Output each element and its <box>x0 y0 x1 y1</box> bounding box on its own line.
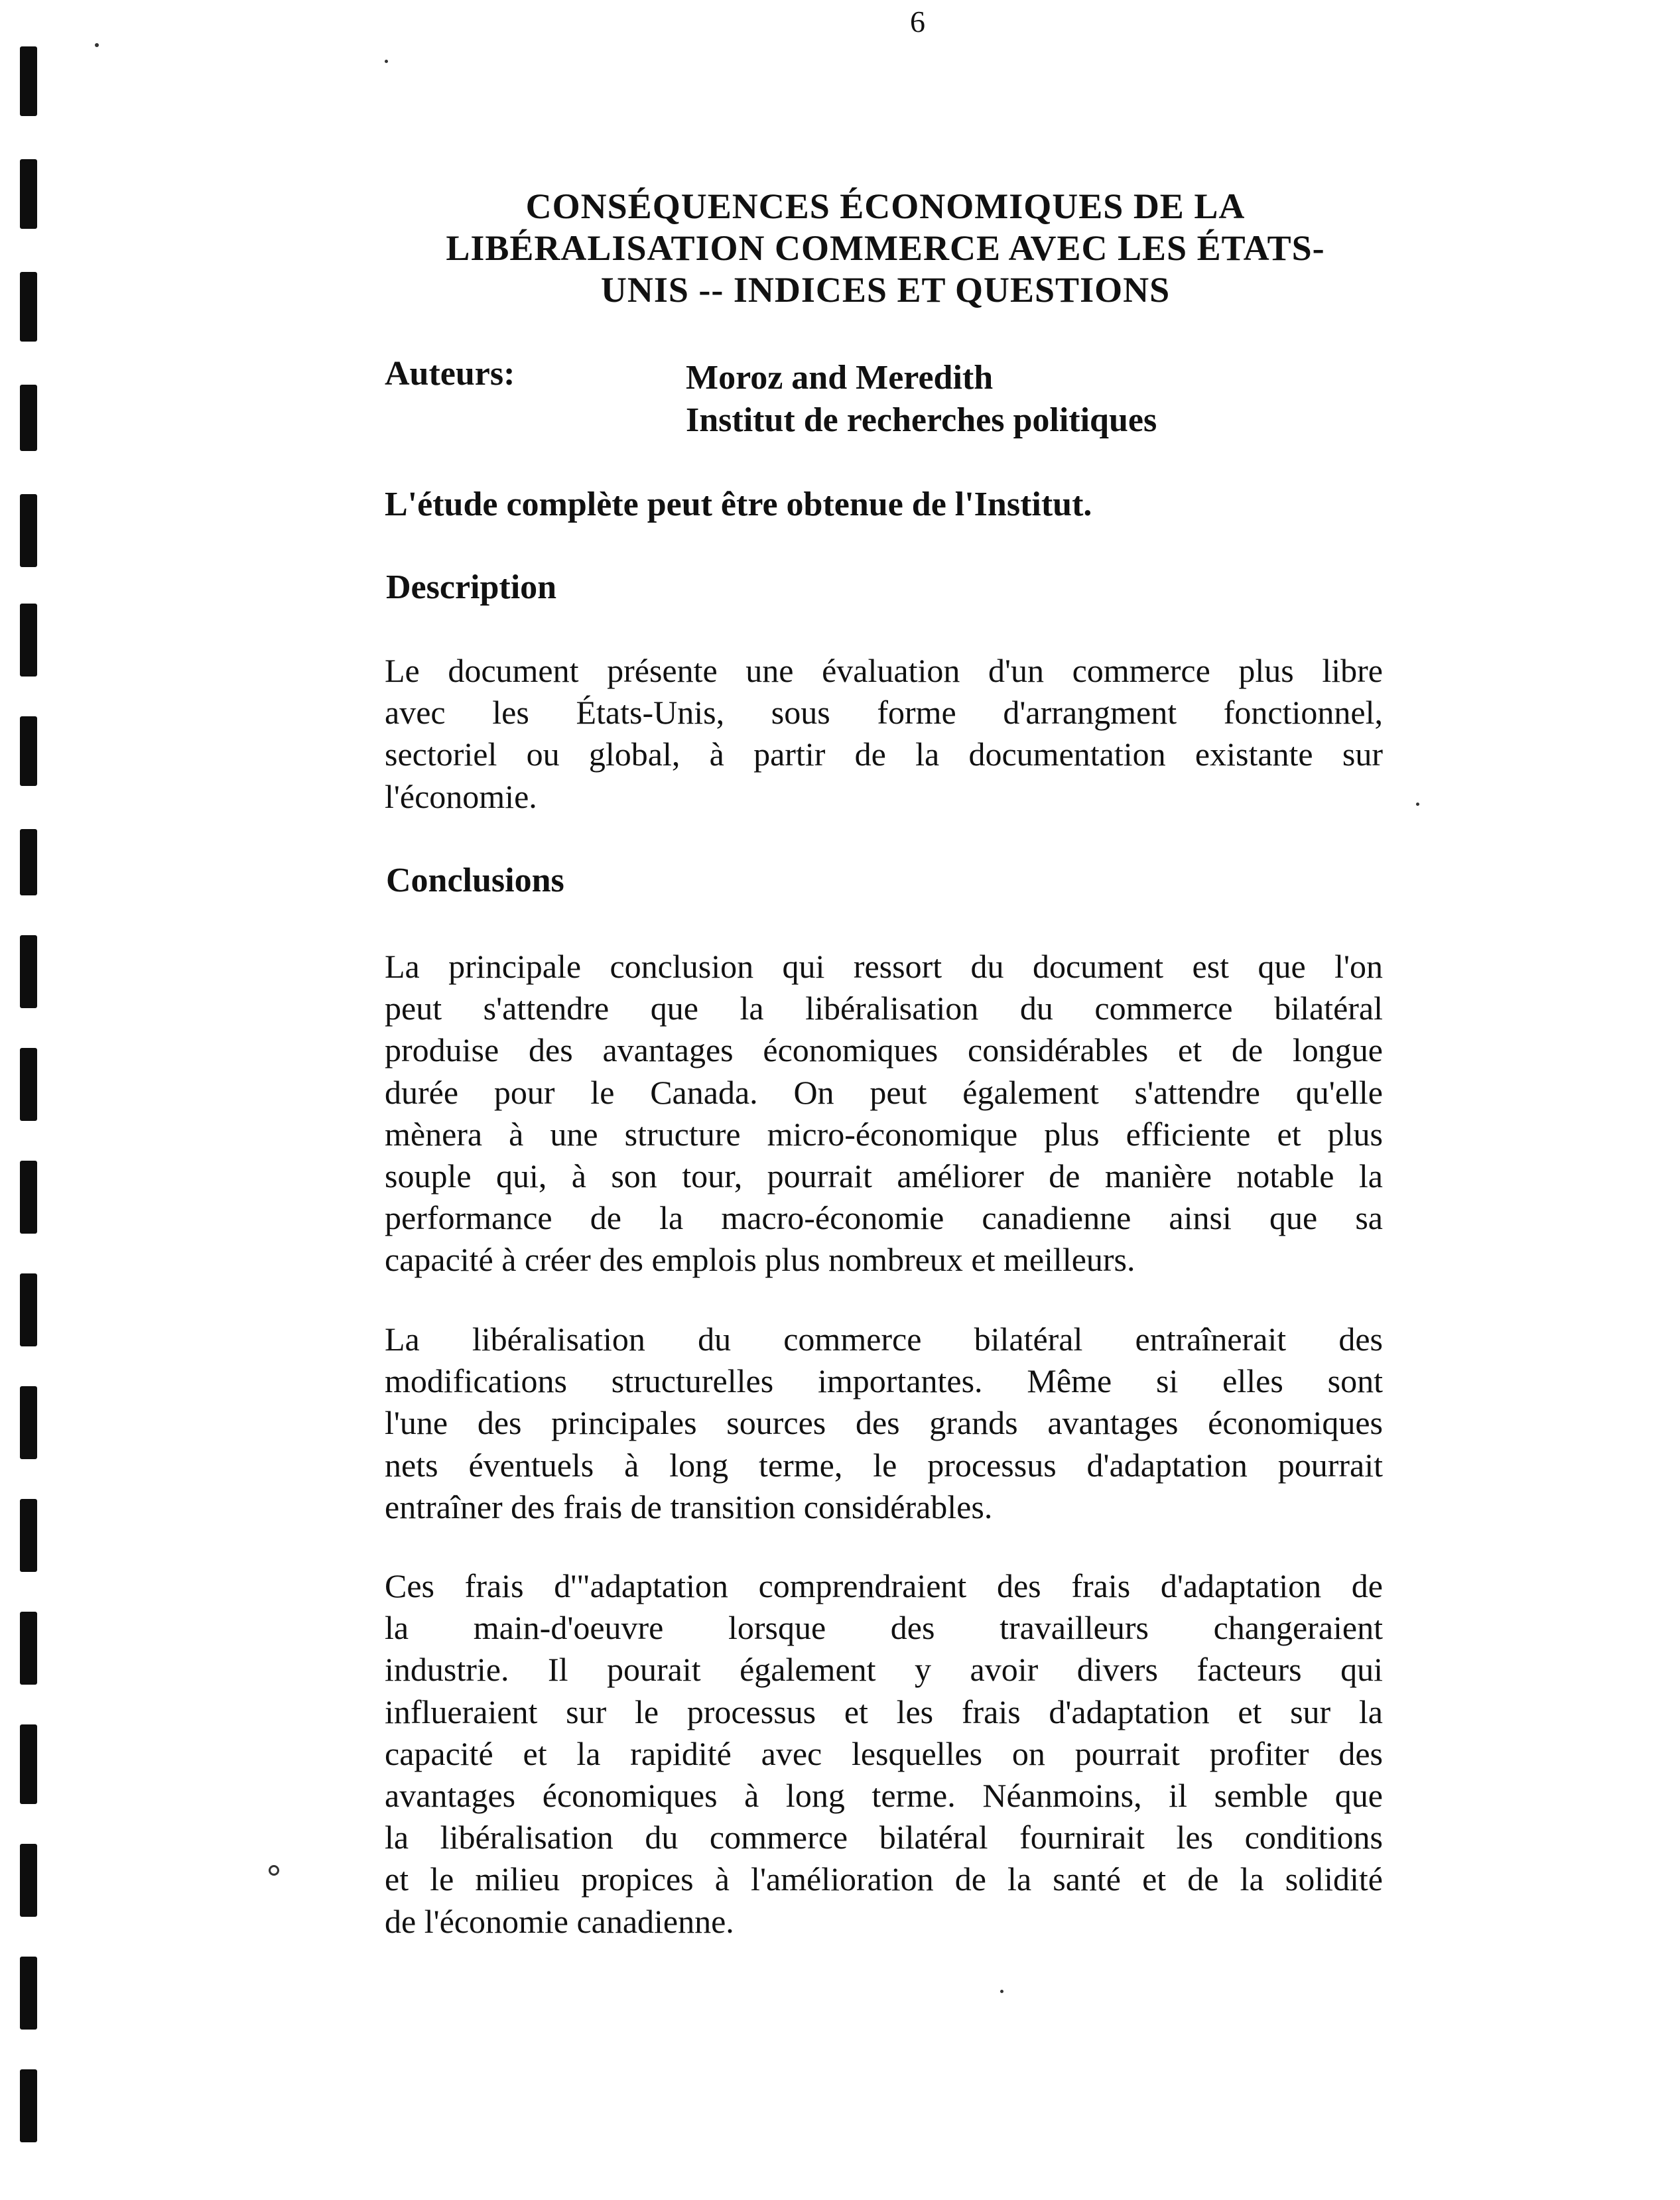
document-title <box>371 186 1399 311</box>
binding-mark <box>20 46 37 116</box>
paragraph-line: la main-d'oeuvre lorsque des travailleurs changeraient <box>385 1609 1383 1647</box>
paragraph-line: capacité à créer des emplois plus nombreux et meilleurs. <box>385 1241 1135 1279</box>
binding-mark <box>20 159 37 229</box>
paragraph-line: avec les États-Unis, sous forme d'arrangment fonctionnel, <box>385 694 1383 732</box>
binding-mark <box>20 1386 37 1459</box>
paragraph-line: industrie. Il pourait également y avoir divers facteurs qui <box>385 1651 1383 1689</box>
paragraph-line: produise des avantages économiques considérables et de longue <box>385 1031 1383 1069</box>
binding-mark <box>20 494 37 567</box>
binding-mark <box>20 1048 37 1121</box>
paragraph-line: l'une des principales sources des grands avantages économiques <box>385 1404 1383 1442</box>
title-line: UNIS -- INDICES ET QUESTIONS <box>600 270 1171 310</box>
paragraph-line: Ces frais d'"adaptation comprendraient des frais d'adaptation de <box>385 1567 1383 1604</box>
paragraph-line: sectoriel ou global, à partir de la documentation existante sur <box>385 736 1383 773</box>
paragraph-line: modifications structurelles importantes. Même si elles sont <box>385 1362 1383 1400</box>
author-institute: Institut de recherches politiques <box>686 401 1157 439</box>
paragraph-line: capacité et la rapidité avec lesquelles on pourrait profiter des <box>385 1734 1383 1772</box>
authors-value <box>686 357 1157 442</box>
description-paragraph <box>385 650 1383 818</box>
paragraph-line: de l'économie canadienne. <box>385 1902 734 1940</box>
title-line: LIBÉRALISATION COMMERCE AVEC LES ÉTATS- <box>446 228 1325 268</box>
paragraph-line: Le document présente une évaluation d'un commerce plus libre <box>385 652 1383 689</box>
paragraph-line: peut s'attendre que la libéralisation du commerce bilatéral <box>385 990 1383 1027</box>
page-number: 6 <box>910 5 925 38</box>
binding-mark <box>20 1612 37 1685</box>
availability-note: L'étude complète peut être obtenue de l'Institut. <box>385 485 1092 523</box>
paragraph-line: avantages économiques à long terme. Néanmoins, il semble que <box>385 1777 1383 1815</box>
conclusions-paragraph-3 <box>385 1565 1383 1943</box>
paragraph-line: mènera à une structure micro-économique plus efficiente et plus <box>385 1115 1383 1153</box>
paragraph-line: nets éventuels à long terme, le processus d'adaptation pourrait <box>385 1446 1383 1484</box>
scan-speck <box>1416 803 1419 806</box>
conclusions-paragraph-1 <box>385 946 1383 1281</box>
paragraph-line: influeraient sur le processus et les frais d'adaptation et sur la <box>385 1693 1383 1730</box>
scan-speck <box>1000 1990 1003 1993</box>
paragraph-line: La libéralisation du commerce bilatéral entraînerait des <box>385 1321 1383 1358</box>
conclusions-heading: Conclusions <box>386 862 564 899</box>
paragraph-line: la libéralisation du commerce bilatéral fournirait les conditions <box>385 1819 1383 1856</box>
paragraph-line: souple qui, à son tour, pourrait améliorer de manière notable la <box>385 1157 1383 1195</box>
binding-mark <box>20 1499 37 1572</box>
binding-mark <box>20 1844 37 1917</box>
paragraph-line: La principale conclusion qui ressort du document est que l'on <box>385 948 1383 985</box>
authors-label: Auteurs: <box>385 355 515 393</box>
scan-speck <box>385 60 388 63</box>
description-heading: Description <box>386 568 557 606</box>
binding-mark <box>20 604 37 677</box>
title-line: CONSÉQUENCES ÉCONOMIQUES DE LA <box>525 186 1246 226</box>
binding-mark <box>20 1957 37 2030</box>
binding-mark <box>20 1273 37 1346</box>
binding-mark <box>20 829 37 895</box>
binding-mark <box>20 1724 37 1804</box>
paragraph-line: l'économie. <box>385 777 537 815</box>
binding-mark <box>20 716 37 786</box>
scan-speck <box>269 1865 279 1876</box>
conclusions-paragraph-2 <box>385 1319 1383 1528</box>
paragraph-line: et le milieu propices à l'amélioration de la santé et de la solidité <box>385 1860 1383 1898</box>
author-names: Moroz and Meredith <box>686 359 994 397</box>
binding-mark <box>20 2069 37 2142</box>
binding-mark <box>20 935 37 1008</box>
paragraph-line: entraîner des frais de transition considérables. <box>385 1488 993 1525</box>
scan-speck <box>95 43 99 47</box>
paragraph-line: performance de la macro-économie canadienne ainsi que sa <box>385 1199 1383 1237</box>
paragraph-line: durée pour le Canada. On peut également s'attendre qu'elle <box>385 1073 1383 1111</box>
binding-mark <box>20 385 37 451</box>
binding-mark <box>20 1161 37 1234</box>
binding-mark <box>20 272 37 342</box>
